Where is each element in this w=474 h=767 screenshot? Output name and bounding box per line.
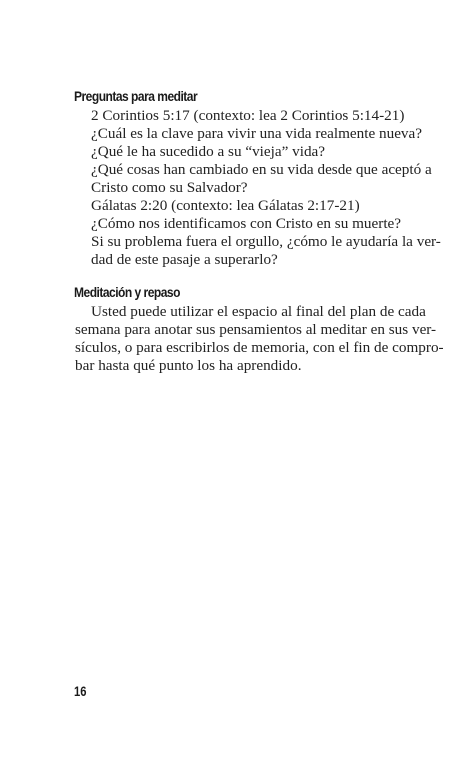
question-line-continued: dad de este pasaje a superarlo? bbox=[91, 251, 278, 268]
question-line: ¿Qué cosas han cambiado en su vida desde que aceptó a bbox=[91, 161, 432, 178]
paragraph-line: Usted puede utilizar el espacio al final del plan de cada bbox=[91, 303, 426, 320]
section-heading-meditacion: Meditación y repaso bbox=[74, 284, 180, 300]
verse-reference-line: 2 Corintios 5:17 (contexto: lea 2 Corintios 5:14-21) bbox=[91, 107, 405, 124]
question-line-continued: Cristo como su Salvador? bbox=[91, 179, 248, 196]
question-line: ¿Cómo nos identificamos con Cristo en su muerte? bbox=[91, 215, 402, 232]
page-number: 16 bbox=[74, 683, 87, 699]
paragraph-line-last: bar hasta qué punto los ha aprendido. bbox=[75, 357, 302, 374]
section-heading-preguntas: Preguntas para meditar bbox=[74, 88, 198, 104]
verse-reference-line: Gálatas 2:20 (contexto: lea Gálatas 2:17-21) bbox=[91, 197, 360, 214]
paragraph-line: sículos, o para escribirlos de memoria, con el fin de compro- bbox=[75, 339, 444, 356]
question-line: ¿Qué le ha sucedido a su “vieja” vida? bbox=[91, 143, 326, 160]
paragraph-line: semana para anotar sus pensamientos al meditar en sus ver- bbox=[75, 321, 437, 338]
question-line: ¿Cuál es la clave para vivir una vida realmente nueva? bbox=[91, 125, 423, 142]
question-line: Si su problema fuera el orgullo, ¿cómo le ayudaría la ver- bbox=[91, 233, 441, 250]
